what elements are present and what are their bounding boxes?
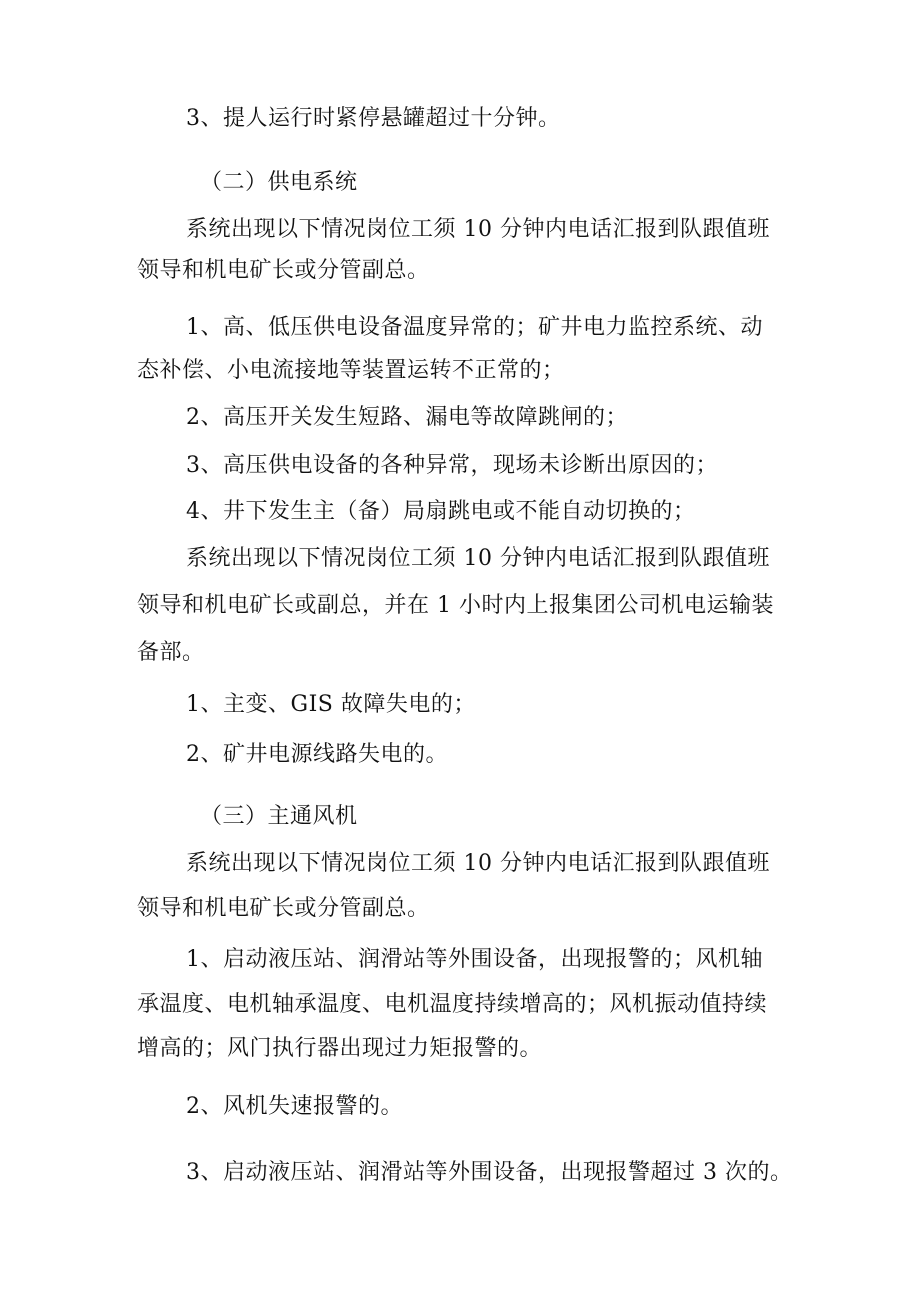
- paragraph-line: 领导和机电矿长或分管副总。: [137, 896, 430, 921]
- paragraph-line: 系统出现以下情况岗位工须 10 分钟内电话汇报到队跟值班: [186, 851, 770, 876]
- paragraph-line: 系统出现以下情况岗位工须 10 分钟内电话汇报到队跟值班: [186, 217, 770, 242]
- paragraph-line: 4、井下发生主（备）局扇跳电或不能自动切换的；: [186, 499, 696, 524]
- paragraph-line: 1、高、低压供电设备温度异常的；矿井电力监控系统、动: [186, 315, 763, 340]
- paragraph-line: 领导和机电矿长或副总，并在 1 小时内上报集团公司机电运输装: [137, 593, 774, 618]
- paragraph-line: 领导和机电矿长或分管副总。: [137, 258, 430, 283]
- paragraph-line: 2、风机失速报警的。: [186, 1094, 403, 1119]
- paragraph-line: 3、提人运行时紧停悬罐超过十分钟。: [186, 106, 561, 131]
- paragraph-line: 1、启动液压站、润滑站等外围设备，出现报警的；风机轴: [186, 947, 763, 972]
- paragraph-line: 备部。: [137, 640, 205, 665]
- section-heading: （二）供电系统: [200, 170, 358, 195]
- paragraph-line: 3、启动液压站、润滑站等外围设备，出现报警超过 3 次的。: [186, 1160, 793, 1185]
- paragraph-line: 2、矿井电源线路失电的。: [186, 742, 448, 767]
- paragraph-line: 2、高压开关发生短路、漏电等故障跳闸的；: [186, 405, 628, 430]
- paragraph-line: 3、高压供电设备的各种异常，现场未诊断出原因的；: [186, 453, 718, 478]
- paragraph-line: 态补偿、小电流接地等装置运转不正常的；: [137, 358, 565, 383]
- paragraph-line: 增高的；风门执行器出现过力矩报警的。: [137, 1036, 543, 1061]
- section-heading: （三）主通风机: [200, 804, 358, 829]
- paragraph-line: 系统出现以下情况岗位工须 10 分钟内电话汇报到队跟值班: [186, 546, 770, 571]
- paragraph-line: 1、主变、GIS 故障失电的；: [186, 692, 476, 717]
- paragraph-line: 承温度、电机轴承温度、电机温度持续增高的；风机振动值持续: [137, 992, 768, 1017]
